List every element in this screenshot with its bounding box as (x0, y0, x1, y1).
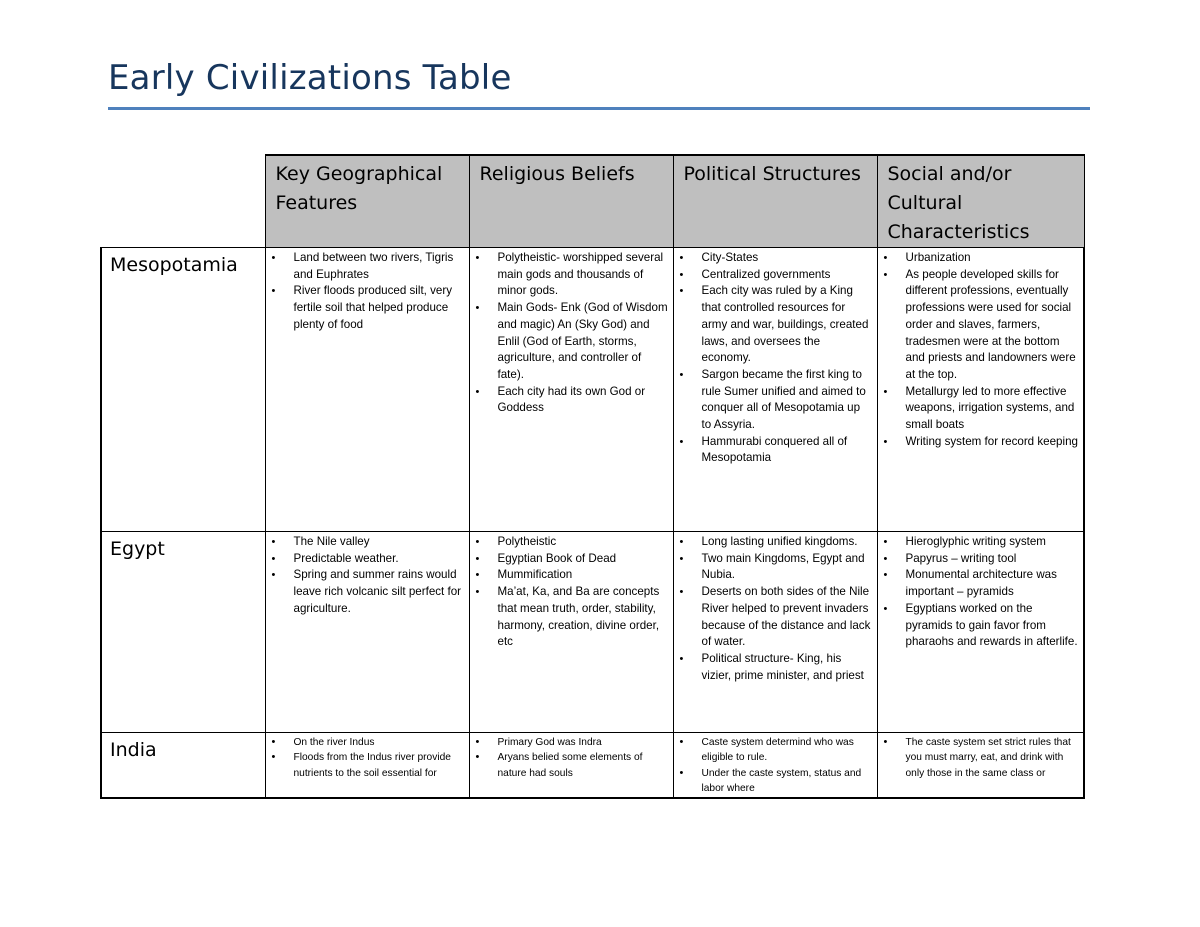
list-item: • Aryans belied some elements of nature had souls (498, 750, 669, 781)
list-item: • Floods from the Indus river provide nutrients to the soil essential for (294, 750, 465, 781)
header-social: Social and/or Cultural Characteristics (877, 155, 1084, 248)
bullet-list (674, 248, 877, 467)
list-item: • Polytheistic (498, 534, 669, 551)
header-politics: Political Structures (673, 155, 877, 248)
cell-egypt-religion (469, 532, 673, 733)
document-title: Early Civilizations Table (108, 58, 512, 98)
list-item: • Political structure- King, his vizier, prime minister, and priest (702, 651, 873, 684)
list-item: • As people developed skills for different professions, eventually professions were used for social order and slaves, farmers, tradesmen were at the bottom and priests and landowners were at the top. (906, 267, 1080, 384)
cell-mesopotamia-politics (673, 248, 877, 532)
list-item: • Land between two rivers, Tigris and Euphrates (294, 250, 465, 283)
list-item: • Main Gods- Enk (God of Wisdom and magic) An (Sky God) and Enlil (God of Earth, storms, agriculture, and controller of fate). (498, 300, 669, 384)
header-geography: Key Geographical Features (265, 155, 469, 248)
list-item: • Metallurgy led to more effective weapons, irrigation systems, and small boats (906, 384, 1080, 434)
list-item: • On the river Indus (294, 735, 465, 750)
list-item: • Caste system determind who was eligible to rule. (702, 735, 873, 766)
row-label-india: India (101, 733, 265, 798)
cell-egypt-social (877, 532, 1084, 733)
list-item: • Hieroglyphic writing system (906, 534, 1080, 551)
list-item: • Centralized governments (702, 267, 873, 284)
list-item: • Mummification (498, 567, 669, 584)
cell-india-geography (265, 733, 469, 798)
cell-egypt-politics (673, 532, 877, 733)
list-item: • Ma’at, Ka, and Ba are concepts that mean truth, order, stability, harmony, creation, divine order, etc (498, 584, 669, 651)
table-row (101, 532, 1084, 733)
bullet-list (266, 733, 469, 781)
title-underline (108, 107, 1090, 110)
list-item: • Each city was ruled by a King that controlled resources for army and war, buildings, created laws, and oversees the economy. (702, 283, 873, 367)
header-row (101, 155, 1084, 248)
bullet-list (266, 248, 469, 334)
cell-india-religion (469, 733, 673, 798)
bullet-list (470, 532, 673, 651)
cell-mesopotamia-religion (469, 248, 673, 532)
header-religion: Religious Beliefs (469, 155, 673, 248)
civilizations-table (100, 154, 1085, 799)
list-item: • The Nile valley (294, 534, 465, 551)
bullet-list (878, 733, 1084, 781)
list-item: • Under the caste system, status and labor where (702, 766, 873, 797)
list-item: • Urbanization (906, 250, 1080, 267)
bullet-list (674, 733, 877, 797)
cell-egypt-geography (265, 532, 469, 733)
list-item: • Each city had its own God or Goddess (498, 384, 669, 417)
bullet-list (878, 532, 1084, 651)
cell-mesopotamia-social (877, 248, 1084, 532)
row-label-egypt: Egypt (101, 532, 265, 733)
header-corner (101, 155, 265, 248)
table-row (101, 733, 1084, 798)
bullet-list (878, 248, 1084, 450)
list-item: • Primary God was Indra (498, 735, 669, 750)
list-item: • The caste system set strict rules that you must marry, eat, and drink with only those in the same class or (906, 735, 1080, 781)
bullet-list (266, 532, 469, 618)
list-item: • River floods produced silt, very fertile soil that helped produce plenty of food (294, 283, 465, 333)
cell-mesopotamia-geography (265, 248, 469, 532)
list-item: • Writing system for record keeping (906, 434, 1080, 451)
list-item: • Sargon became the first king to rule Sumer unified and aimed to conquer all of Mesopotamia up to Assyria. (702, 367, 873, 434)
list-item: • City-States (702, 250, 873, 267)
row-label-mesopotamia: Mesopotamia (101, 248, 265, 532)
bullet-list (470, 248, 673, 417)
list-item: • Deserts on both sides of the Nile River helped to prevent invaders because of the distance and lack of water. (702, 584, 873, 651)
list-item: • Spring and summer rains would leave rich volcanic silt perfect for agriculture. (294, 567, 465, 617)
bullet-list (674, 532, 877, 684)
cell-india-social (877, 733, 1084, 798)
cell-india-politics (673, 733, 877, 798)
list-item: • Monumental architecture was important – pyramids (906, 567, 1080, 600)
list-item: • Predictable weather. (294, 551, 465, 568)
list-item: • Polytheistic- worshipped several main gods and thousands of minor gods. (498, 250, 669, 300)
list-item: • Egyptians worked on the pyramids to gain favor from pharaohs and rewards in afterlife. (906, 601, 1080, 651)
list-item: • Hammurabi conquered all of Mesopotamia (702, 434, 873, 467)
table-row (101, 248, 1084, 532)
list-item: • Egyptian Book of Dead (498, 551, 669, 568)
bullet-list (470, 733, 673, 781)
list-item: • Papyrus – writing tool (906, 551, 1080, 568)
list-item: • Two main Kingdoms, Egypt and Nubia. (702, 551, 873, 584)
list-item: • Long lasting unified kingdoms. (702, 534, 873, 551)
